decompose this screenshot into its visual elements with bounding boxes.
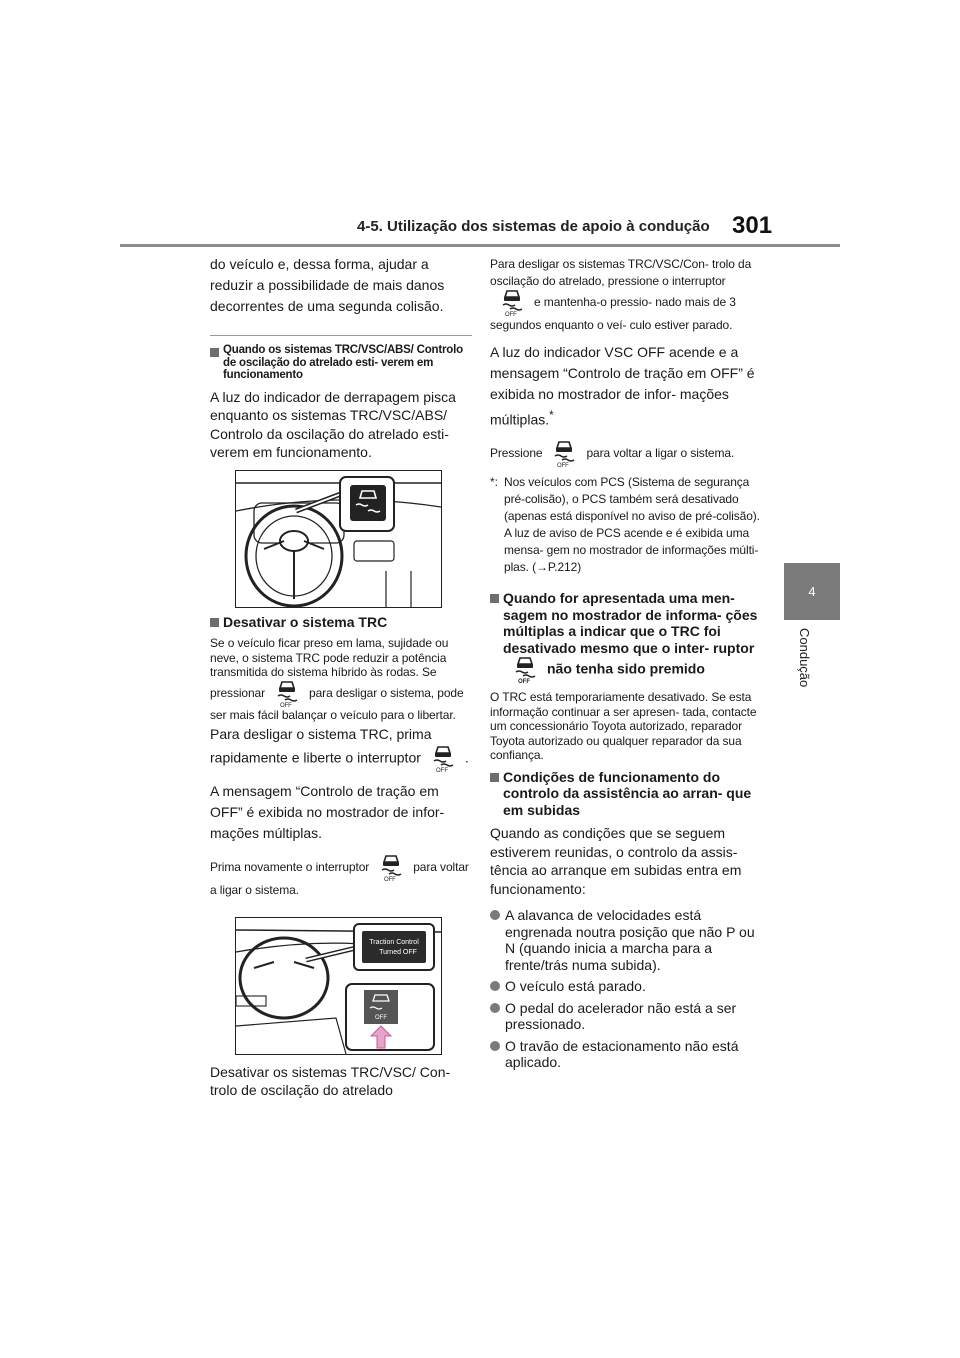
vsc-off-switch-icon	[275, 680, 299, 708]
message-line-1: Traction Control	[369, 938, 419, 946]
footnote-mark: *:	[490, 475, 498, 490]
bullet-dot-icon	[490, 1003, 500, 1013]
bullet-dot-icon	[490, 1041, 500, 1051]
vsc-off-switch-icon	[513, 656, 537, 684]
section-heading-text: Quando for apresentada uma men- sagem no mostrador de informa- ções múltiplas a indicar que o TRC foi desativado mesmo que o inter- ruptor OFF não tenha sido premido	[503, 590, 758, 685]
chapter-tab	[784, 563, 840, 620]
right-column	[490, 254, 760, 1071]
list-item: A alavanca de velocidades está engrenada noutra posição que não P ou N (quando inicia a marcha para a frente/trás numa subida).	[490, 907, 760, 973]
paragraph-trc-active: A luz do indicador de derrapagem pisca enquanto os sistemas TRC/VSC/ABS/ Controlo da oscilação do atrelado esti- verem em funcionamento.	[210, 388, 456, 460]
left-column	[210, 254, 472, 1100]
svg-text:OFF: OFF	[280, 702, 292, 708]
section-square-icon	[490, 594, 499, 603]
paragraph-disable-trc-2: Para desligar o sistema TRC, prima rapidamente e liberte o interruptor OFF .	[210, 726, 469, 773]
section-heading-trc-message	[490, 590, 760, 684]
paragraph-disable-trc-1: Se o veículo ficar preso em lama, sujidade ou neve, o sistema TRC pode reduzir a potência transmitida do sistema híbrido às rodas. Se pressionar OFF para desligar o sistema, pode ser mais fácil balançar o veículo para o libertar.	[210, 636, 464, 722]
list-item: O travão de estacionamento não está aplicado.	[490, 1038, 760, 1071]
dashboard-message-illustration	[236, 918, 441, 1054]
header-divider	[120, 244, 840, 247]
figure-traction-message	[235, 917, 442, 1055]
dashboard-illustration	[236, 471, 441, 607]
section-divider	[210, 335, 472, 336]
section-square-icon	[210, 348, 219, 357]
paragraph-disable-trc-4: Prima novamente o interruptor OFF para voltar a ligar o sistema.	[210, 854, 472, 899]
section-heading-trc-active	[210, 344, 472, 382]
paragraph-trc-temporary: O TRC está temporariamente desativado. Se esta informação continuar a ser apresen- tada, contacte um concessionário Toyota autorizado, reparador Toyota autorizado ou qualquer reparador da sua confiança.	[490, 690, 757, 763]
svg-text:OFF: OFF	[384, 877, 396, 882]
chapter-tab-number: 4	[808, 584, 816, 599]
section-title: 4-5. Utilização dos sistemas de apoio à condução	[357, 218, 710, 235]
vsc-off-switch-icon	[552, 440, 576, 468]
section-square-icon	[210, 618, 219, 627]
section-heading-text: Condições de funcionamento do controlo da assistência ao arran- que em subidas	[503, 768, 752, 818]
section-heading-disable-trc	[210, 614, 472, 631]
bullet-dot-icon	[490, 910, 500, 920]
list-item: O pedal do acelerador não está a ser pressionado.	[490, 1000, 760, 1033]
paragraph-vsc-off-indicator: A luz do indicador VSC OFF acende e a mensagem “Controlo de tração em OFF” é exibida no mostrador de infor- mações múltiplas.*	[490, 343, 755, 428]
paragraph-disable-vsc-lead: Desativar os sistemas TRC/VSC/ Con- trolo de oscilação do atrelado	[210, 1063, 451, 1098]
figure-instrument-indicator	[235, 470, 442, 608]
svg-text:OFF: OFF	[505, 312, 517, 317]
footnote-text: Nos veículos com PCS (Sistema de segurança pré-colisão), o PCS também será desativado (apenas está disponível no aviso de pré-colisão). A luz de aviso de PCS acende e é exibida uma mensa- gem no mostrador de informações múlti- plas. (→P.212)	[504, 475, 760, 575]
vsc-off-switch-icon	[431, 745, 455, 773]
page-number: 301	[732, 212, 773, 239]
paragraph-reenable: Pressione OFF para voltar a ligar o sistema.	[490, 440, 760, 468]
intro-paragraph: do veículo e, dessa forma, ajudar a reduzir a possibilidade de mais danos decorrentes de uma segunda colisão.	[210, 256, 445, 314]
switch-off-label: OFF	[375, 1014, 387, 1021]
paragraph-disable-trc-3: A mensagem “Controlo de tração em OFF” é exibida no mostrador de infor- mações múltiplas.	[210, 783, 445, 841]
bullet-dot-icon	[490, 981, 500, 991]
section-square-icon	[490, 773, 499, 782]
paragraph-hill-start: Quando as condições que se seguem estiverem reunidas, o controlo da assis- tência ao arranque em subidas entra em funcionamento:	[490, 825, 742, 897]
svg-text:OFF: OFF	[435, 768, 448, 773]
footnote-marker: *	[549, 408, 554, 422]
vsc-off-switch-icon	[500, 289, 524, 317]
paragraph-disable-vsc: Para desligar os sistemas TRC/VSC/Con- trolo da oscilação do atrelado, pressione o interruptor OFF e mantenha-o pressio- nado mais de 3 segundos enquanto o veí- culo estiver parado.	[490, 257, 752, 332]
message-line-2: Turned OFF	[379, 948, 417, 956]
footnote	[490, 474, 760, 576]
list-item: O veículo está parado.	[490, 978, 760, 995]
section-heading-hill-start	[490, 769, 760, 819]
section-heading-text: Desativar o sistema TRC	[223, 613, 388, 630]
svg-text:OFF: OFF	[557, 463, 570, 469]
section-heading-text: Quando os sistemas TRC/VSC/ABS/ Controlo de oscilação do atrelado esti- verem em funcionamento	[223, 344, 463, 381]
vsc-off-switch-icon	[379, 854, 403, 882]
svg-text:OFF: OFF	[518, 679, 530, 685]
chapter-tab-label: Condução	[797, 628, 812, 688]
